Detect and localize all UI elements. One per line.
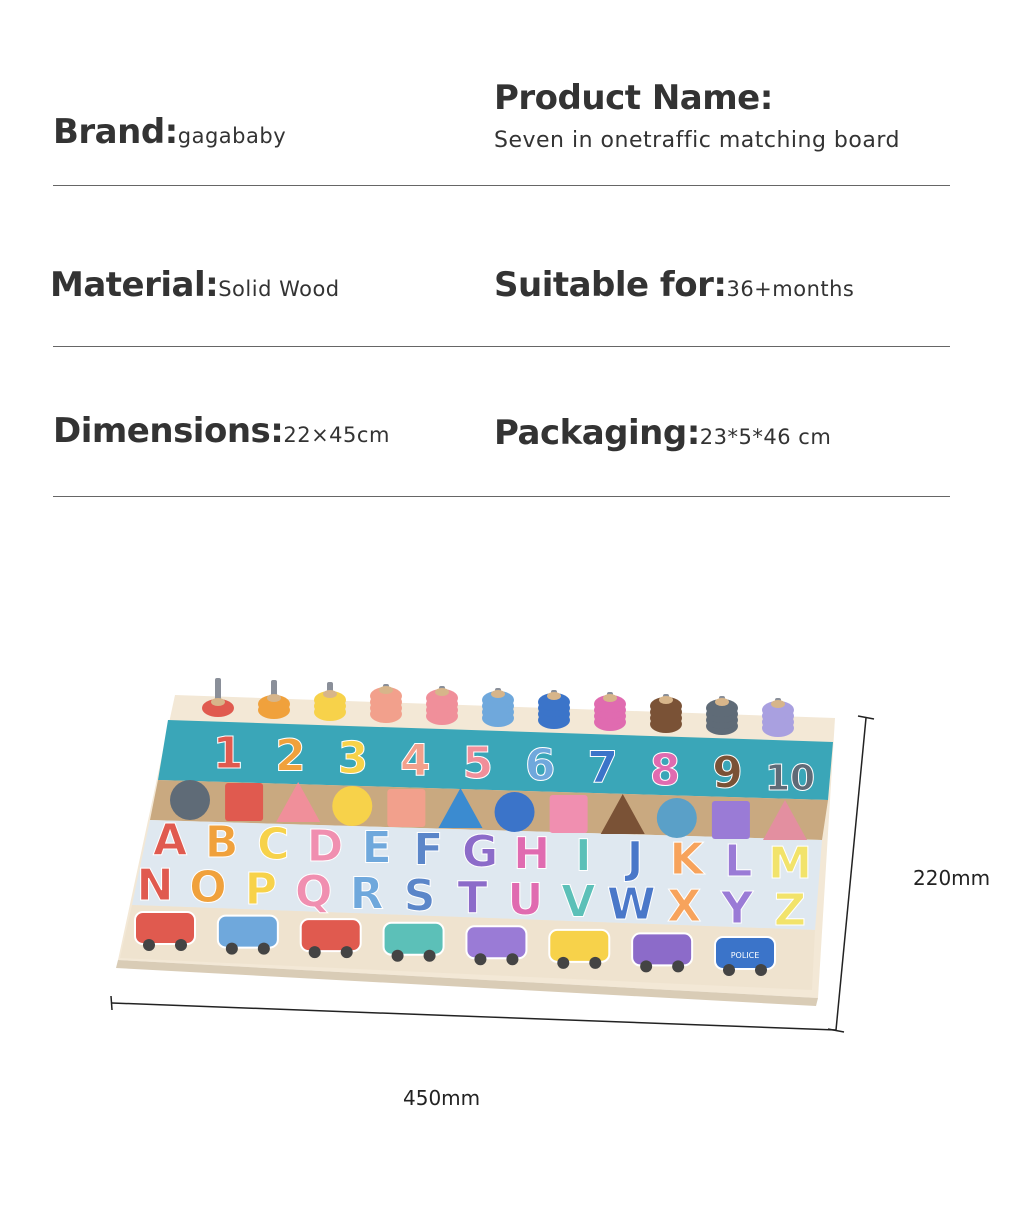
dimensions-value: 22×45cm [283, 423, 390, 447]
suitable-for-key: Suitable for: [494, 265, 727, 305]
product-name-key: Product Name: [494, 78, 773, 118]
letter-piece: I [575, 830, 592, 882]
peg-with-rings [258, 680, 290, 719]
letter-piece: Z [774, 885, 806, 936]
material-value: Solid Wood [218, 277, 340, 301]
letter-piece: J [626, 832, 644, 884]
police-badge-text: POLICE [730, 951, 760, 960]
number-piece: 8 [649, 745, 681, 797]
letter-piece: A [152, 815, 188, 866]
letter-piece: Q [295, 866, 333, 918]
number-piece: 1 [212, 728, 244, 779]
letter-piece: N [136, 860, 174, 911]
shape-piece [550, 795, 588, 833]
shape-piece [387, 789, 425, 827]
material-key: Material: [50, 265, 219, 305]
peg-with-rings [706, 696, 738, 735]
letter-piece: T [457, 872, 488, 924]
dimensions-key: Dimensions: [53, 411, 284, 451]
letter-piece: F [413, 824, 444, 876]
letter-piece: O [189, 862, 227, 914]
packaging-value: 23*5*46 cm [699, 425, 832, 449]
shape-piece [170, 780, 210, 820]
shape-piece [495, 792, 535, 832]
brand-key: Brand: [53, 112, 178, 152]
number-piece: 2 [275, 730, 306, 782]
letter-piece: G [461, 826, 499, 878]
letter-piece: P [244, 864, 277, 916]
shape-piece [657, 798, 697, 838]
brand-value: gagababy [177, 124, 287, 148]
letter-piece: U [507, 874, 544, 926]
shape-piece [712, 801, 750, 839]
peg-with-rings [370, 684, 402, 723]
peg-with-rings [426, 686, 458, 725]
letter-piece: K [669, 834, 704, 886]
letter-piece: W [606, 878, 656, 930]
letter-piece: E [361, 822, 392, 874]
number-piece: 7 [587, 742, 618, 794]
number-piece: 6 [524, 740, 556, 792]
letter-piece: Y [721, 882, 754, 934]
product-name-value: Seven in onetraffic matching board [494, 128, 900, 153]
peg-with-rings [482, 688, 514, 727]
letter-piece: B [204, 816, 239, 868]
number-piece: 9 [712, 747, 743, 799]
width-measure-cap-left [111, 996, 112, 1010]
number-piece: 3 [337, 732, 369, 784]
letter-piece: D [306, 820, 344, 872]
suitable-for-value: 36+months [726, 277, 855, 301]
peg-with-rings [594, 692, 626, 731]
number-piece: 5 [462, 737, 494, 789]
peg-with-rings [538, 690, 570, 729]
width-measure-line [112, 1003, 836, 1030]
letter-piece: M [768, 838, 812, 889]
letter-piece: H [513, 828, 551, 880]
peg-with-rings [762, 698, 794, 737]
number-piece: 4 [400, 735, 431, 787]
letter-piece: R [349, 868, 384, 920]
peg-with-rings [650, 694, 682, 733]
shape-piece [225, 783, 263, 821]
letter-piece: V [561, 876, 596, 928]
letter-piece: L [724, 836, 753, 888]
letter-piece: X [667, 880, 702, 932]
peg-with-rings [314, 682, 346, 721]
height-measure-line [836, 718, 866, 1030]
height-measurement: 220mm [913, 866, 991, 890]
letter-piece: C [257, 818, 290, 870]
number-piece: 10 [764, 758, 816, 799]
packaging-key: Packaging: [494, 413, 700, 453]
width-measurement: 450mm [403, 1086, 481, 1110]
letter-piece: S [403, 870, 436, 922]
